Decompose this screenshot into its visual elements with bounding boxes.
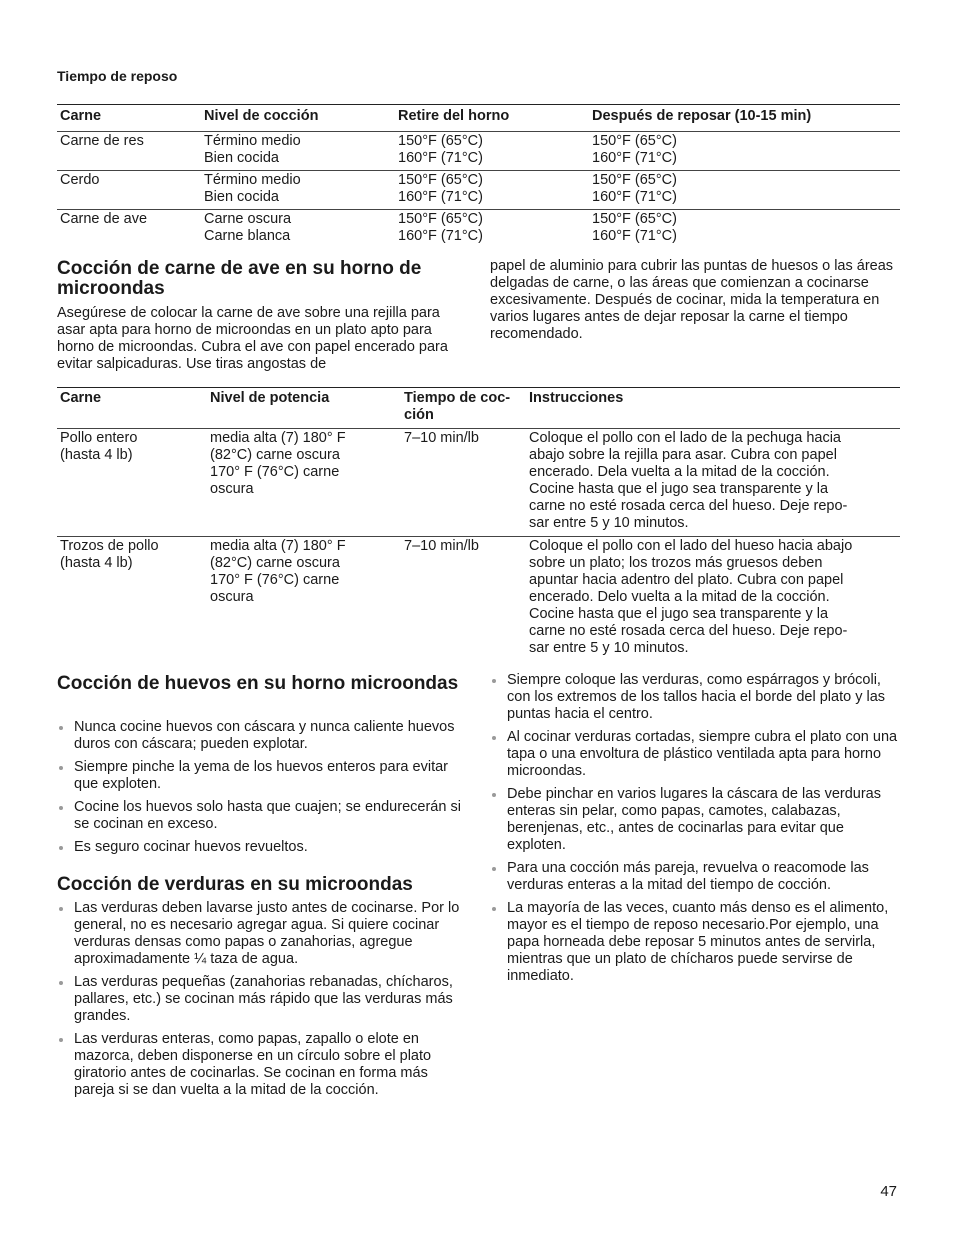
table-cell: 150°F (65°C) 160°F (71°C) bbox=[592, 172, 677, 205]
table-cell: media alta (7) 180° F (82°C) carne oscura 170° F (76°C) carne oscura bbox=[210, 430, 346, 497]
list-item: Cocine los huevos solo hasta que cuajen; se endurecerán si se cocinan en exceso. bbox=[57, 799, 462, 833]
table-row bbox=[57, 210, 900, 249]
table-cell: 150°F (65°C) 160°F (71°C) bbox=[398, 211, 483, 244]
table-cell: 150°F (65°C) 160°F (71°C) bbox=[592, 133, 677, 166]
column-header: Carne bbox=[57, 388, 207, 429]
list-item: Nunca cocine huevos con cáscara y nunca caliente huevos duros con cáscara; pueden explotar. bbox=[57, 719, 462, 753]
list-item: Siempre pinche la yema de los huevos enteros para evitar que exploten. bbox=[57, 759, 462, 793]
table-cell: Trozos de pollo (hasta 4 lb) bbox=[60, 538, 159, 571]
column-header: Instrucciones bbox=[526, 388, 900, 429]
list-item: Debe pinchar en varios lugares la cáscara de las verduras enteras sin pelar, como papas, camotes, calabazas, berenjenas, etc., antes de cocinarlas para evitar que exploten. bbox=[490, 786, 900, 854]
list-item: Las verduras pequeñas (zanahorias rebanadas, chícharos, pallares, etc.) se cocinan más rápido que las verduras más grandes. bbox=[57, 974, 462, 1025]
poultry-paragraph-right: papel de aluminio para cubrir las puntas de huesos o las áreas delgadas de carne, o las áreas que comienzan a cocinarse excesivamente. Después de cocinar, mida la temperatura en varios lugares antes de dejar reposar la carne el tiempo recomendado. bbox=[490, 258, 894, 342]
table-row bbox=[57, 537, 900, 662]
list-item: Siempre coloque las verduras, como espárragos y brócoli, con los extremos de los tallos hacia el borde del plato y las puntas hacia el centro. bbox=[490, 672, 900, 723]
vegetables-heading: Cocción de verduras en su microondas bbox=[57, 874, 413, 895]
list-item: Al cocinar verduras cortadas, siempre cubra el plato con una tapa o una envoltura de plástico ventilada apta para horno microondas. bbox=[490, 729, 900, 780]
list-item: Es seguro cocinar huevos revueltos. bbox=[57, 839, 462, 856]
table-cell: 150°F (65°C) 160°F (71°C) bbox=[592, 211, 677, 244]
vegetables-list-right bbox=[490, 672, 900, 991]
column-header: Nivel de potencia bbox=[207, 388, 401, 429]
table-cell: Carne oscura Carne blanca bbox=[204, 211, 292, 244]
table-cell: Coloque el pollo con el lado del hueso hacia abajo sobre un plato; los trozos más gruesos deben apuntar hacia adentro del plato. Cubra con papel encerado. Delo vuelta a la mitad de la cocción. Cocine hasta que el jugo sea transparente y la carne no esté rosada cerca del hueso. Deje repo- sar entre 5 y 10 minutos. bbox=[529, 538, 853, 656]
table-cell: Carne de ave bbox=[60, 211, 148, 227]
column-header: Nivel de cocción bbox=[201, 105, 395, 132]
column-header: Carne bbox=[57, 105, 201, 132]
table-cell: 150°F (65°C) 160°F (71°C) bbox=[398, 133, 483, 166]
poultry-paragraph-left: Asegúrese de colocar la carne de ave sobre una rejilla para asar apta para horno de microondas en un plato apto para horno de microondas. Cubra el ave con papel encerado para evitar salpicaduras. Use tiras angostas de bbox=[57, 305, 448, 372]
table-row bbox=[57, 171, 900, 210]
table-row bbox=[57, 429, 900, 537]
table-row bbox=[57, 132, 900, 171]
table-cell: Término medio Bien cocida bbox=[204, 133, 301, 166]
table-cell: 150°F (65°C) 160°F (71°C) bbox=[398, 172, 483, 205]
rest-time-title: Tiempo de reposo bbox=[57, 68, 178, 84]
column-header: Retire del horno bbox=[395, 105, 589, 132]
poultry-heading: Cocción de carne de ave en su horno de microondas bbox=[57, 258, 422, 299]
list-item: La mayoría de las veces, cuanto más denso es el alimento, mayor es el tiempo de reposo necesario.Por ejemplo, una papa horneada debe reposar 5 minutos antes de servirla, mientras que un plato de chícharos puede servirse de inmediato. bbox=[490, 900, 900, 985]
table-cell: Carne de res bbox=[60, 133, 144, 149]
table-cell: Coloque el pollo con el lado de la pechuga hacia abajo sobre la rejilla para asar. Cubra con papel encerado. Dela vuelta a la mitad de la cocción. Cocine hasta que el jugo sea transparente y la carne no esté rosada cerca del hueso. Deje repo- sar entre 5 y 10 minutos. bbox=[529, 430, 848, 531]
table-cell: Cerdo bbox=[60, 172, 100, 188]
table-cell: Término medio Bien cocida bbox=[204, 172, 301, 205]
list-item: Las verduras deben lavarse justo antes de cocinarse. Por lo general, no es necesario agregar agua. Si quiere cocinar verduras densas como papas o zanahorias, agregue aproximadamente ¼ taza de agua. bbox=[57, 900, 462, 968]
list-item: Para una cocción más pareja, revuelva o reacomode las verduras enteras a la mitad del tiempo de cocción. bbox=[490, 860, 900, 894]
table-cell: 7–10 min/lb bbox=[404, 538, 479, 554]
eggs-heading: Cocción de huevos en su horno microondas bbox=[57, 673, 459, 694]
list-item: Las verduras enteras, como papas, zapallo o elote en mazorca, deben disponerse en un círculo sobre el plato giratorio antes de cocinarlas. Se cocinan en forma más pareja si se dan vuelta a la mitad de la cocción. bbox=[57, 1031, 462, 1099]
table-header-row bbox=[57, 105, 900, 132]
column-header: Después de reposar (10-15 min) bbox=[589, 105, 900, 132]
poultry-table bbox=[57, 387, 900, 661]
table-cell: 7–10 min/lb bbox=[404, 430, 479, 446]
table-cell: media alta (7) 180° F (82°C) carne oscura 170° F (76°C) carne oscura bbox=[210, 538, 346, 605]
rest-time-table bbox=[57, 104, 900, 248]
table-header-row bbox=[57, 388, 900, 429]
table-cell: Pollo entero (hasta 4 lb) bbox=[60, 430, 138, 463]
page-number: 47 bbox=[880, 1183, 897, 1200]
vegetables-list-left bbox=[57, 900, 462, 1105]
column-header: Tiempo de coc- ción bbox=[401, 388, 526, 429]
eggs-list bbox=[57, 719, 462, 862]
